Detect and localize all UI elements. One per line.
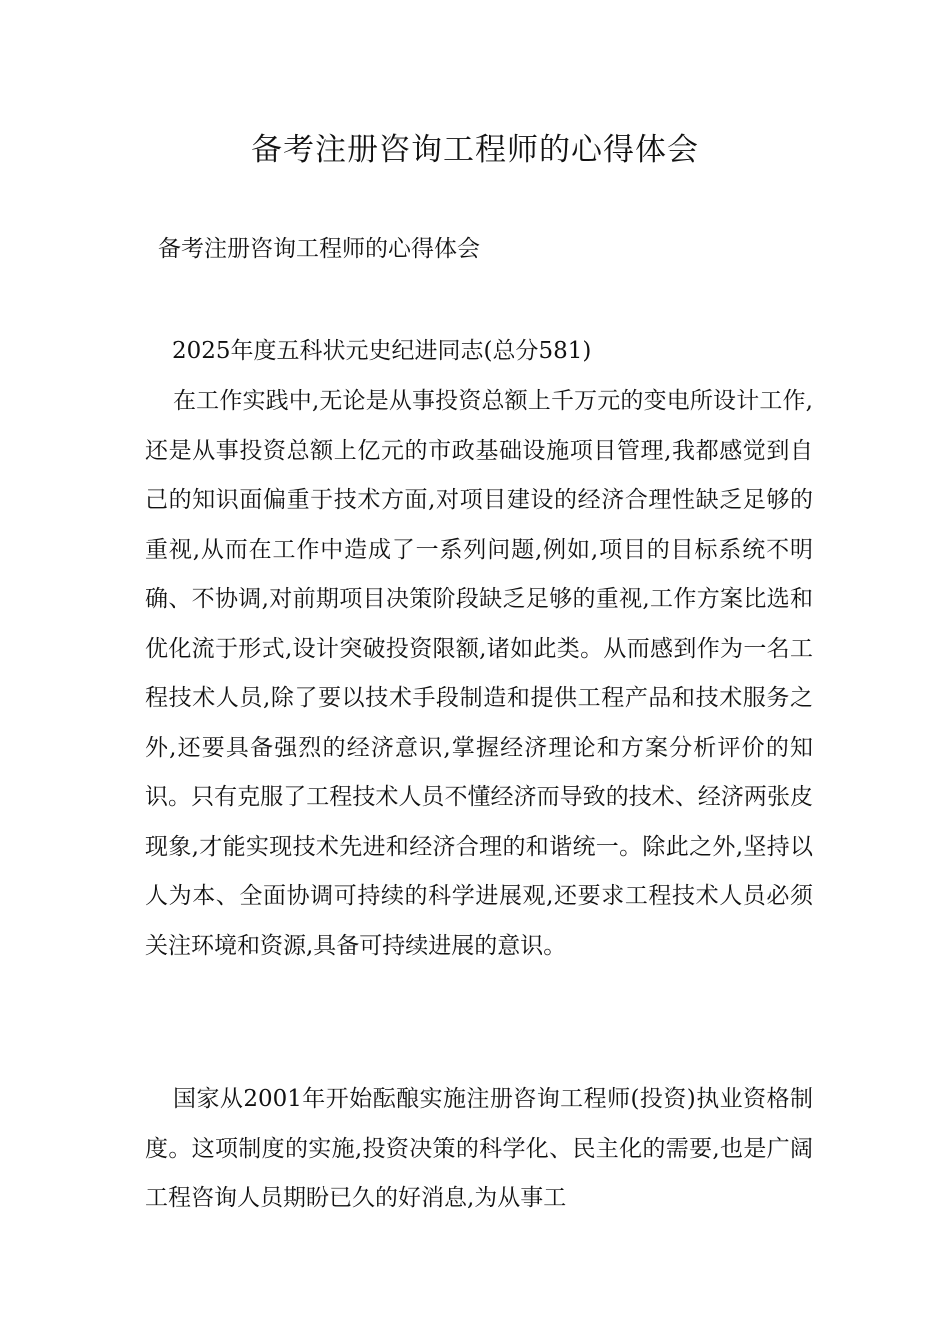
body-paragraph: 在工作实践中,无论是从事投资总额上千万元的变电所设计工作,还是从事投资总额上亿元的市政基础设施项目管理,我都感觉到自己的知识面偏重于技术方面,对项目建设的经济合理性缺乏足够的重视,从而在工作中造成了一系列问题,例如,项目的目标系统不明确、不协调,对前期项目决策阶段缺乏足够的重视,工作方案比选和优化流于形式,设计突破投资限额,诸如此类。从而感到作为一名工程技术人员,除了要以技术手段制造和提供工程产品和技术服务之外,还要具备强烈的经济意识,掌握经济理论和方案分析评价的知识。只有克服了工程技术人员不懂经济而导致的技术、经济两张皮现象,才能实现技术先进和经济合理的和谐统一。除此之外,坚持以人为本、全面协调可持续的科学进展观,还要求工程技术人员必须关注环境和资源,具备可持续进展的意识。 — [145, 388, 813, 959]
author-line: 2025年度五科状元史纪进同志(总分581) — [172, 338, 592, 364]
document-title: 备考注册咨询工程师的心得体会 — [251, 132, 699, 168]
body-paragraph: 国家从2001年开始酝酿实施注册咨询工程师(投资)执业资格制度。这项制度的实施,投资决策的科学化、民主化的需要,也是广阔工程咨询人员期盼已久的好消息,为从事工 — [145, 1086, 813, 1211]
document-subtitle: 备考注册咨询工程师的心得体会 — [158, 236, 480, 262]
